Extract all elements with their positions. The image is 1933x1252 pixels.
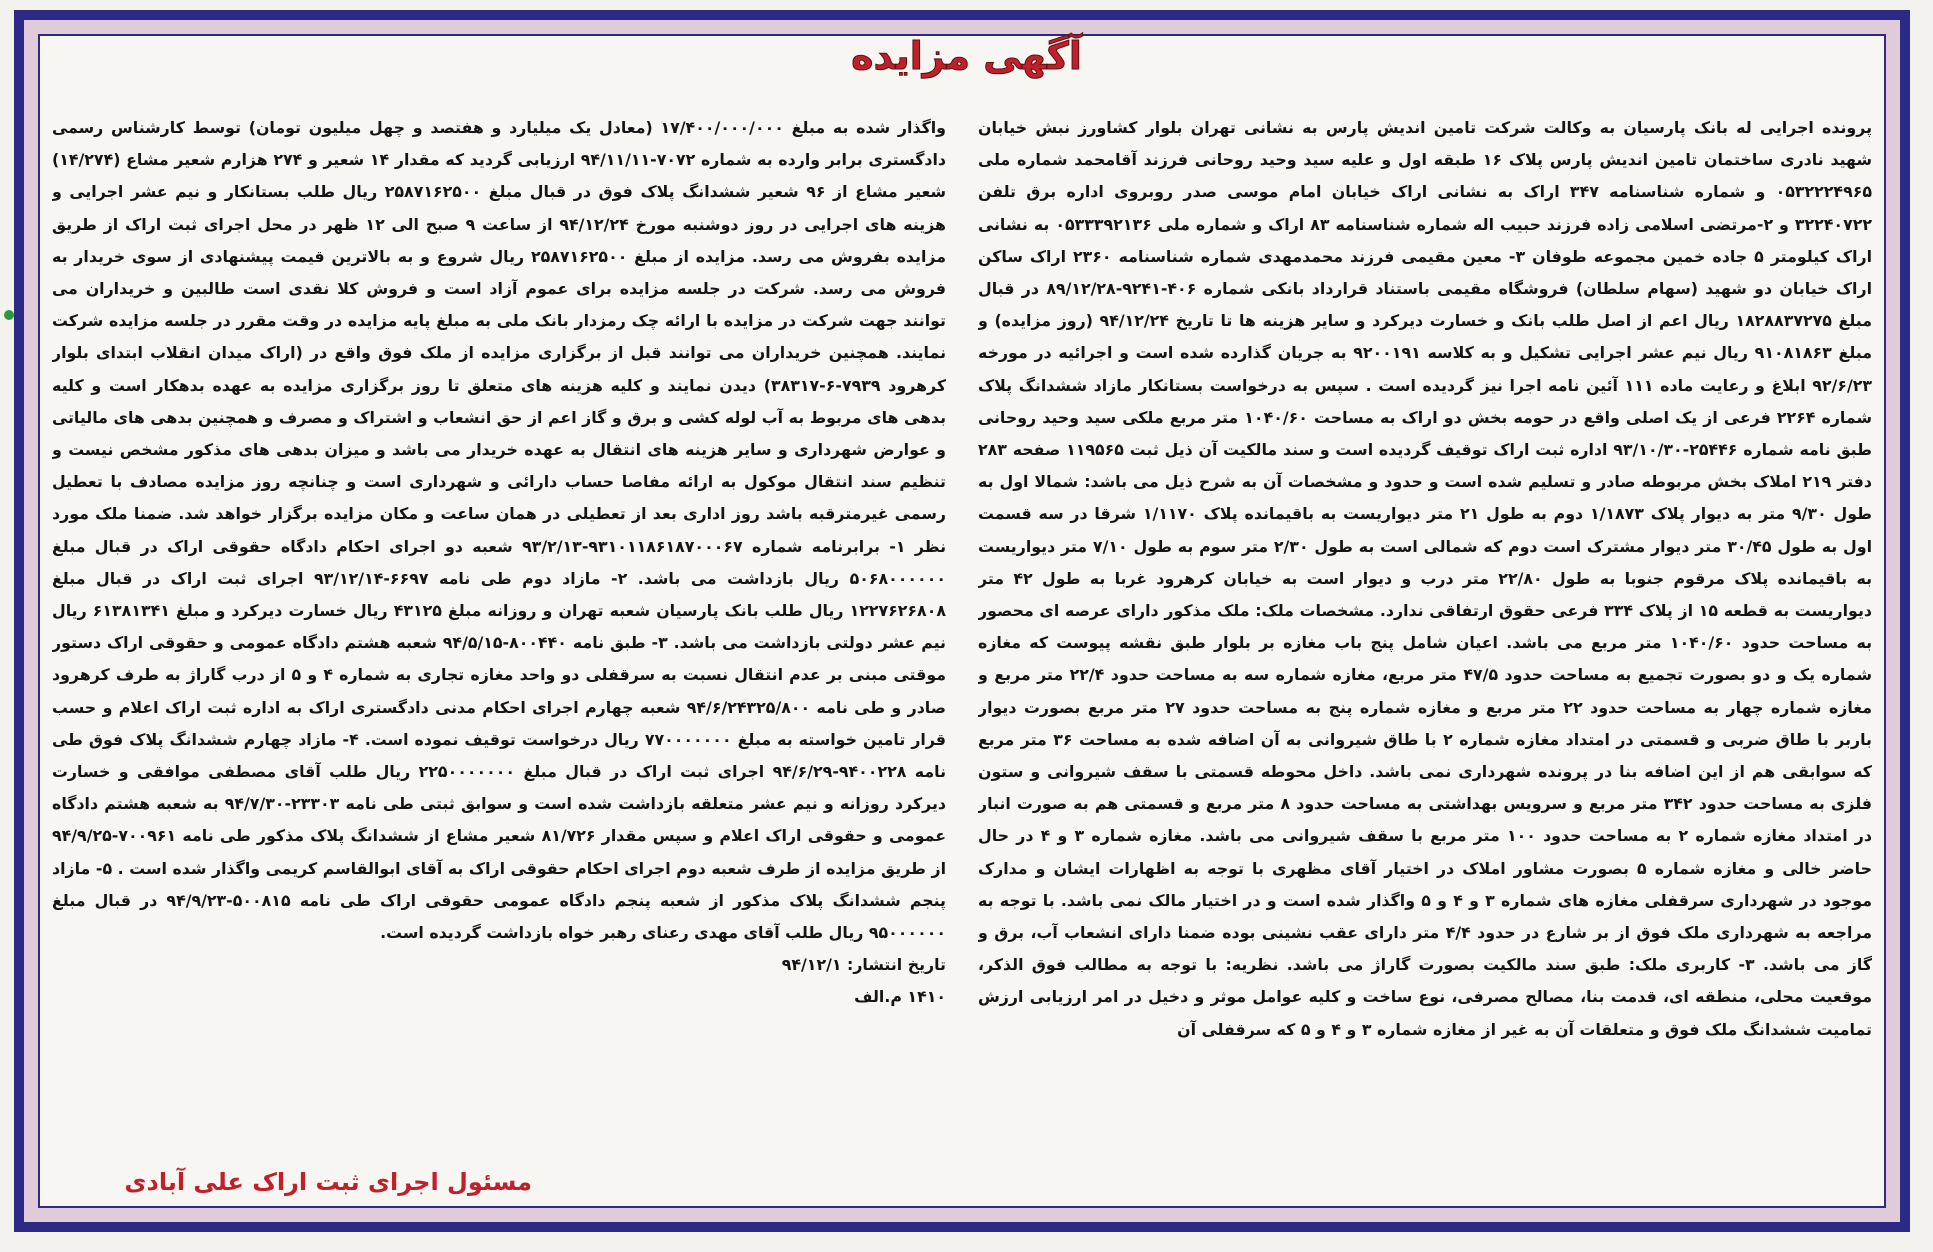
left-column-text: واگذار شده به مبلغ ۱۷/۴۰۰/۰۰۰/۰۰۰ (معادل یک میلیارد و هفتصد و چهل میلیون تومان) توسط کارشناس رسمی دادگستری برابر وارده به شماره ۷۰۷۲-۹۴/۱۱/۱۱ ارزیابی گردید که مقدار ۱۴ شعیر و ۲۷۴ هزارم شعیر مشاع (۱۴/۲۷۴) شعیر مشاع از ۹۶ شعیر ششدانگ پلاک فوق در قبال مبلغ ۲۵۸۷۱۶۲۵۰۰ ریال طلب بستانکار و نیم عشر اجرایی و هزینه های اجرایی در روز دوشنبه مورخ ۹۴/۱۲/۲۴ از ساعت ۹ صبح الی ۱۲ ظهر در محل اجرای ثبت اراک از طریق مزایده بفروش می رسد. مزایده از مبلغ ۲۵۸۷۱۶۲۵۰۰ ریال شروع و به بالاترین قیمت پیشنهادی از سوی خریدار به فروش می رسد. شرکت در جلسه مزایده برای عموم آزاد است و فروش کلا نقدی است طالبین و خریداران می توانند جهت شرکت در مزایده با ارائه چک رمزدار بانک ملی به مبلغ پایه مزایده در وقت مقرر در جلسه مزایده شرکت نمایند. همچنین خریداران می توانند قبل از برگزاری مزایده از ملک فوق واقع در (اراک میدان انقلاب ابتدای بلوار کرهرود ۷۹۳۹-۶-۳۸۳۱۷) دیدن نمایند و کلیه هزینه های متعلق تا روز برگزاری مزایده به عهده بدهکار است و کلیه بدهی های مربوط به آب لوله کشی و برق و گاز اعم از حق انشعاب و اشتراک و مصرف و همچنین بدهی های مالیاتی و عوارض شهرداری و سایر هزینه های انتقال به عهده خریدار می باشد و میزان بدهی های مذکور مشخص نیست و تنظیم سند انتقال موکول به ارائه مفاصا حساب دارائی و شهرداری است و چنانچه روز مزایده مصادف با تعطیل رسمی غیرمترقبه باشد روز اداری بعد از تعطیلی در همان ساعت و مکان مزایده برگزار خواهد شد. ضمنا ملک مورد نظر ۱- برابرنامه شماره ۹۳۱۰۱۱۸۶۱۸۷۰۰۰۶۷-۹۳/۲/۱۳ شعبه دو اجرای احکام دادگاه حقوقی اراک در قبال مبلغ ۵۰۶۸۰۰۰۰۰۰ ریال بازداشت می باشد. ۲- مازاد دوم طی نامه ۶۶۹۷-۹۳/۱۲/۱۴ اجرای ثبت اراک در قبال مبلغ ۱۲۲۷۶۲۶۸۰۸ ریال طلب بانک پارسیان شعبه تهران و روزانه مبلغ ۴۳۱۲۵ ریال خسارت دیرکرد و مبلغ ۶۱۳۸۱۳۴۱ ریال نیم عشر دولتی بازداشت می باشد. ۳- طبق نامه ۸۰۰۴۴۰-۹۴/۵/۱۵ شعبه هشتم دادگاه عمومی و حقوقی اراک دستور موقتی مبنی بر عدم انتقال نسبت به سرقفلی دو واحد مغازه تجاری به شماره ۴ و ۵ از درب گاراژ به طرف کرهرود صادر و طی نامه ۹۴/۶/۲۴۳۲۵/۸۰۰ شعبه چهارم اجرای احکام مدنی دادگستری اراک به اداره ثبت اراک اعلام و حسب قرار تامین خواسته به مبلغ ۷۷۰۰۰۰۰۰۰ ریال درخواست توقیف نموده است. ۴- مازاد چهارم ششدانگ پلاک فوق طی نامه ۹۴۰۰۲۲۸-۹۴/۶/۲۹ اجرای ثبت اراک در قبال مبلغ ۲۲۵۰۰۰۰۰۰۰ ریال طلب آقای مصطفی موافقی و خسارت دیرکرد روزانه و نیم عشر متعلقه بازداشت شده است و سوابق ثبتی طی نامه ۲۳۳۰۳-۹۴/۷/۳۰ به شعبه هشتم دادگاه عمومی و حقوقی اراک اعلام و سپس مقدار ۸۱/۷۲۶ شعیر مشاع از ششدانگ پلاک مذکور طی نامه ۷۰۰۹۶۱-۹۴/۹/۲۵ از طریق مزایده از طرف شعبه دوم اجرای احکام حقوقی اراک به آقای ابوالقاسم کریمی واگذار شده است . ۵- مازاد پنجم ششدانگ پلاک مذکور از شعبه پنجم دادگاه عمومی حقوقی اراک طی نامه ۵۰۰۸۱۵-۹۴/۹/۲۳ در قبال مبلغ ۹۵۰۰۰۰۰۰ ریال طلب آقای مهدی رعنای رهبر خواه بازداشت گردیده است. xyxy=(52,118,946,943)
right-column xyxy=(978,112,1872,1192)
notice-body xyxy=(52,112,1872,1192)
signature-line: مسئول اجرای ثبت اراک علی آبادی xyxy=(124,1168,532,1196)
green-dot-icon xyxy=(4,310,14,320)
notice-title: آگهی مزایده xyxy=(851,34,1082,78)
publish-date: تاریخ انتشار: ۹۴/۱۲/۱ xyxy=(781,955,946,975)
left-column xyxy=(52,112,946,1192)
right-column-text: پرونده اجرایی له بانک پارسیان به وکالت شرکت تامین اندیش پارس به نشانی تهران بلوار کشاورز نبش خیابان شهید نادری ساختمان تامین اندیش پارس پلاک ۱۶ طبقه اول و علیه سید وحید روحانی فرزند آقامحمد شماره ملی ۰۵۳۲۲۲۴۹۶۵ و شماره شناسنامه ۳۴۷ اراک به نشانی اراک خیابان امام موسی صدر روبروی اداره برق تلفن ۳۲۲۴۰۷۲۲ و ۲-مرتضی اسلامی زاده فرزند حبیب اله شماره شناسنامه ۸۳ اراک و شماره ملی ۰۵۳۳۳۹۲۱۳۶ به نشانی اراک کیلومتر ۵ جاده خمین مجموعه طوفان ۳- معین مقیمی فرزند محمدمهدی شماره شناسنامه ۲۳۶۰ اراک ساکن اراک خیابان دو شهید (سهام سلطان) فروشگاه مقیمی باستناد قرارداد بانکی شماره ۴۰۶-۹۲۴۱-۸۹/۱۲/۲۸ در قبال مبلغ ۱۸۲۸۸۳۷۲۷۵ ریال اعم از اصل طلب بانک و خسارت دیرکرد و سایر هزینه ها تا تاریخ ۹۴/۱۲/۲۴ (روز مزایده) و مبلغ ۹۱۰۸۱۸۶۳ ریال نیم عشر اجرایی تشکیل و به کلاسه ۹۲۰۰۱۹۱ به جریان گذارده شده است و اجرائیه در مورخه ۹۲/۶/۲۳ ابلاغ و رعایت ماده ۱۱۱ آئین نامه اجرا نیز گردیده است . سپس به درخواست بستانکار مازاد ششدانگ پلاک شماره ۲۲۶۴ فرعی از یک اصلی واقع در حومه بخش دو اراک به مساحت ۱۰۴۰/۶۰ متر مربع ملکی سید وحید روحانی طبق نامه شماره ۲۵۴۴۶-۹۳/۱۰/۳۰ اداره ثبت اراک توقیف گردیده است و سند مالکیت آن ذیل ثبت ۱۱۹۵۶۵ صفحه ۲۸۳ دفتر ۲۱۹ املاک بخش مربوطه صادر و تسلیم شده است و حدود و مشخصات آن به شرح ذیل می باشد: شمالا اول به طول ۹/۳۰ متر به دیوار پلاک ۱/۱۸۷۳ دوم به طول ۲۱ متر دیواریست به باقیمانده پلاک ۱/۱۱۷۰ شرقا در سه قسمت اول به طول ۳۰/۴۵ متر دیوار مشترک است دوم که شمالی است به طول ۲/۳۰ متر سوم به طول ۷/۱۰ متر دیواریست به باقیمانده پلاک مرقوم جنوبا به طول ۲۲/۸۰ متر درب و دیوار است به خیابان کرهرود غربا به طول ۴۲ متر دیواریست به قطعه ۱۵ از پلاک ۳۳۴ فرعی حقوق ارتفاقی ندارد. مشخصات ملک: ملک مذکور دارای عرصه ای محصور به مساحت حدود ۱۰۴۰/۶۰ متر مربع می باشد. اعیان شامل پنج باب مغازه بر بلوار طبق نقشه پیوست که مغازه شماره یک و دو بصورت تجمیع به مساحت حدود ۴۷/۵ متر مربع، مغازه شماره سه به مساحت حدود ۲۲/۴ متر مربع و مغازه شماره چهار به مساحت حدود ۲۲ متر مربع و مغازه شماره پنج به مساحت حدود ۲۷ متر مربع بصورت دیوار باربر با طاق ضربی و قسمتی در امتداد مغازه شماره ۲ با طاق شیروانی به آن اضافه شده به مساحت ۳۶ متر مربع که سوابقی هم از این اضافه بنا در پرونده شهرداری نمی باشد. داخل محوطه قسمتی با سقف شیروانی و ستون فلزی به مساحت حدود ۳۴۲ متر مربع و سرویس بهداشتی به مساحت حدود ۸ متر مربع و قسمتی هم به صورت انبار در امتداد مغازه شماره ۲ به مساحت حدود ۱۰۰ متر مربع با سقف شیروانی می باشد. مغازه شماره ۳ و ۴ در حال حاضر خالی و مغازه شماره ۵ بصورت مشاور املاک در اختیار آقای مظهری با توجه به اظهارات ایشان و مدارک موجود در شهرداری سرقفلی مغازه های شماره ۳ و ۴ و ۵ واگذار شده است و در اختیار مالک نمی باشد. با توجه به مراجعه به شهرداری ملک فوق از بر شارع در حدود ۴/۴ متر دارای عقب نشینی بوده ضمنا دارای انشعاب آب، برق و گاز می باشد. ۳- کاربری ملک: طبق سند مالکیت بصورت گاراژ می باشد. نظریه: با توجه به مطالب فوق الذکر، موقعیت محلی، منطقه ای، قدمت بنا، مصالح مصرفی، نوع ساخت و کلیه عوامل موثر و دخیل در امر ارزیابی ارزش تمامیت ششدانگ ملک فوق و متعلقات آن به غیر از مغازه شماره ۳ و ۴ و ۵ که سرقفلی آن xyxy=(978,118,1872,1039)
reference-number: ۱۴۱۰ م.الف xyxy=(854,987,946,1007)
